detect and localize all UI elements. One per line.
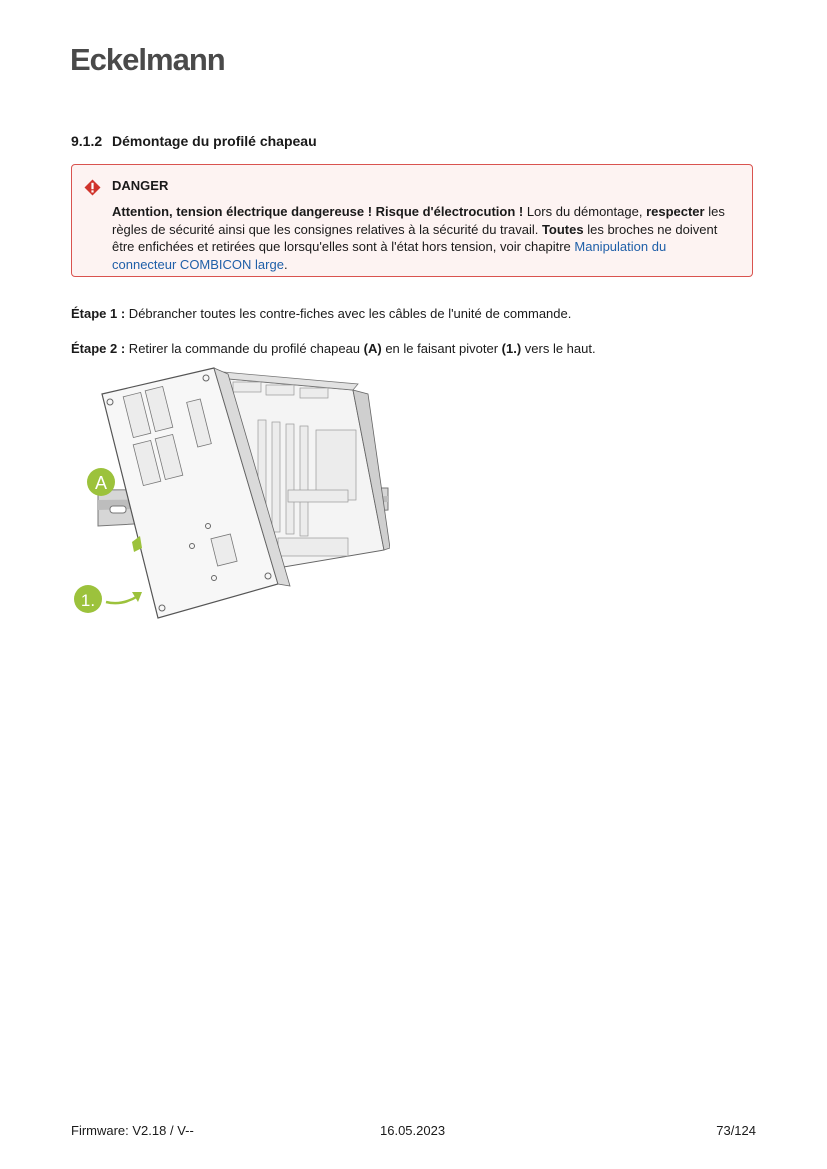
step-1 (71, 306, 571, 321)
section-number: 9.1.2 (71, 133, 103, 149)
marker-a-label: A (94, 473, 108, 493)
danger-label: DANGER (112, 178, 169, 193)
danger-text-4: . (283, 256, 288, 272)
danger-text-3: les broches ne doivent être enfichées et retirées que lorsqu'elles sont à l'état hors tension, voir chapitre (112, 221, 718, 254)
danger-text-1: Lors du démontage, (523, 204, 647, 219)
combicon-chapter-link[interactable]: Manipulation du connecteur COMBICON large (112, 239, 667, 272)
step-1-text: Débrancher toutes les contre-fiches avec les câbles de l'unité de commande. (125, 306, 572, 321)
step-2-bold-b: (1.) (501, 341, 522, 356)
marker-1 (74, 585, 142, 613)
danger-message (112, 203, 734, 273)
controller-removal-illustration (68, 360, 390, 622)
step-2-label: Étape 2 : (71, 341, 126, 356)
danger-text-2: les règles de sécurité ainsi que les consignes relatives à la sécurité du travail. (112, 204, 725, 237)
danger-bold-2: respecter (646, 204, 705, 219)
danger-bold-1: Attention, tension électrique dangereuse ! Risque d'électrocution ! (112, 204, 524, 219)
step-2-text-c: vers le haut. (521, 341, 596, 356)
marker-1-label: 1. (80, 591, 96, 610)
marker-a (87, 468, 115, 496)
arrow-head-icon (132, 592, 142, 602)
step-1-label: Étape 1 : (71, 306, 126, 321)
warning-diamond-icon (84, 179, 101, 196)
step-2 (71, 341, 596, 356)
danger-notice (71, 164, 753, 277)
danger-bold-3: Toutes (541, 221, 584, 237)
company-logo: Eckelmann (70, 42, 225, 77)
step-2-bold-a: (A) (363, 341, 382, 356)
footer-firmware: Firmware: V2.18 / V-- (71, 1123, 194, 1138)
step-2-text-b: en le faisant pivoter (381, 341, 502, 356)
footer-page-number: 73/124 (716, 1123, 756, 1138)
section-heading (71, 133, 317, 149)
step-2-text-a: Retirer la commande du profilé chapeau (125, 341, 364, 356)
rotation-arrow (106, 596, 138, 603)
section-title-text: Démontage du profilé chapeau (112, 133, 317, 149)
footer-date: 16.05.2023 (380, 1123, 446, 1138)
